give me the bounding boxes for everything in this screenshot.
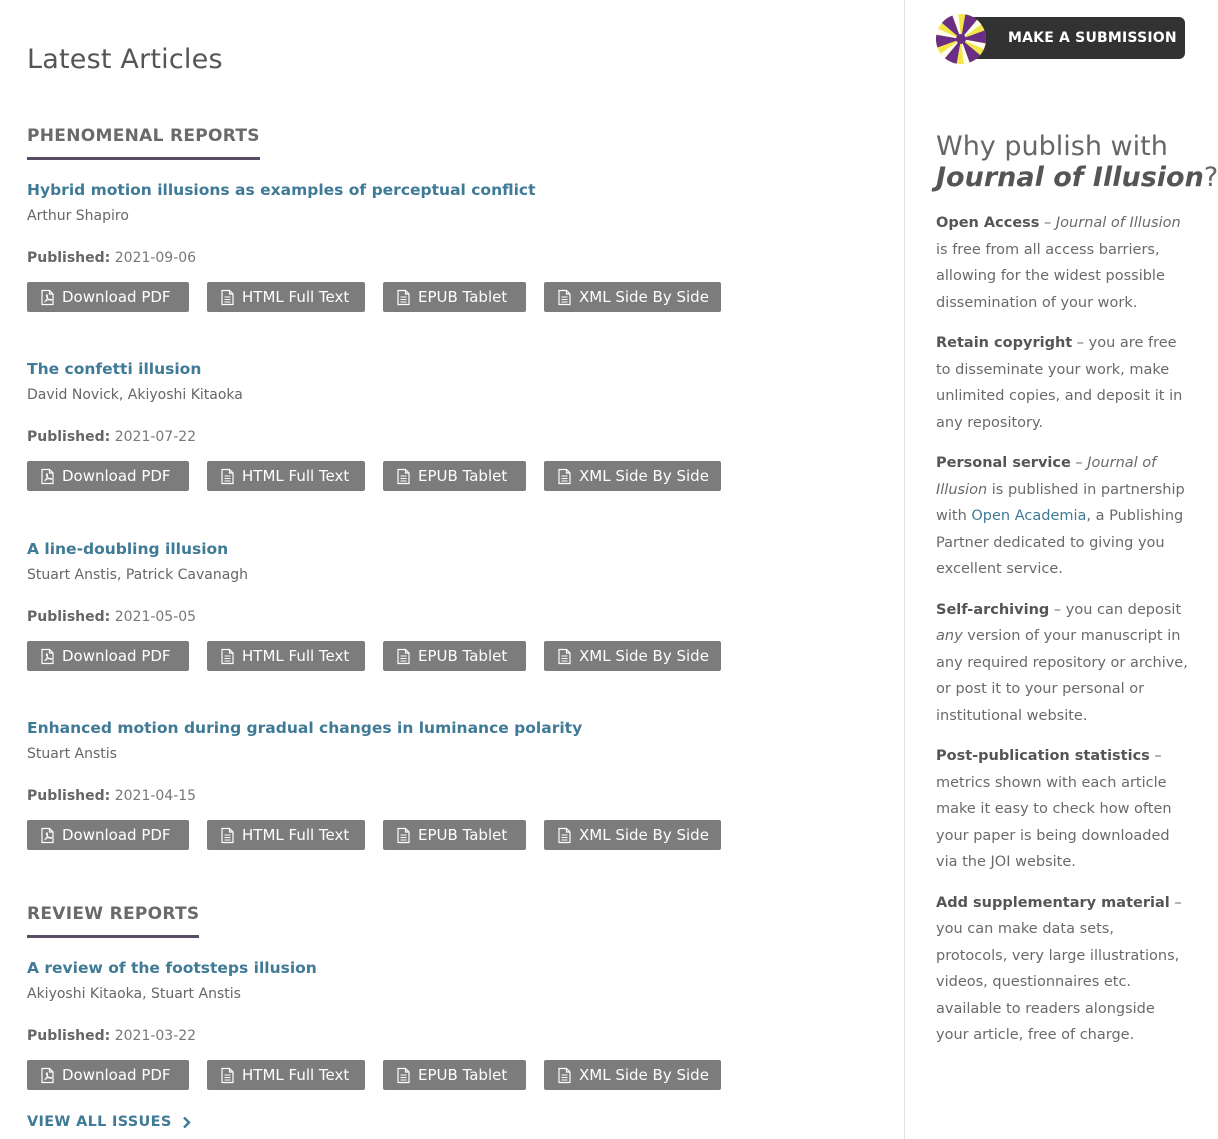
- html-full-text-label: HTML Full Text: [242, 826, 350, 844]
- benefit-text: – you can deposit: [1049, 601, 1182, 618]
- epub-tablet-button[interactable]: [383, 282, 526, 312]
- xml-side-by-side-label: XML Side By Side: [579, 647, 709, 665]
- galley-links: [27, 1060, 787, 1090]
- document-icon: [558, 290, 571, 305]
- article-published-date: [27, 609, 196, 625]
- article-published-date: [27, 250, 196, 266]
- download-pdf-label: Download PDF: [62, 288, 171, 306]
- html-full-text-button[interactable]: [207, 461, 365, 491]
- benefit-text: version of your manuscript in any required repository or archive, or post it to your personal or institutional website.: [936, 628, 1188, 724]
- section-heading-phenomenal-reports: PHENOMENAL REPORTS: [27, 126, 260, 160]
- benefit-supplementary-material: [936, 890, 1188, 1049]
- galley-links: [27, 641, 787, 671]
- download-pdf-label: Download PDF: [62, 1066, 171, 1084]
- pdf-file-icon: [41, 649, 54, 664]
- download-pdf-button[interactable]: [27, 1060, 189, 1090]
- xml-side-by-side-button[interactable]: [544, 282, 721, 312]
- document-icon: [397, 1068, 410, 1083]
- article-title-link[interactable]: The confetti illusion: [27, 360, 202, 378]
- open-academia-link[interactable]: Open Academia: [971, 508, 1087, 524]
- xml-side-by-side-label: XML Side By Side: [579, 826, 709, 844]
- benefits-list: [936, 210, 1188, 1063]
- epub-tablet-button[interactable]: [383, 461, 526, 491]
- why-publish-heading: [936, 131, 1218, 193]
- sidebar-divider: [904, 0, 905, 1139]
- benefit-text: is published in partnership with: [936, 481, 1185, 524]
- article-title-link[interactable]: Hybrid motion illusions as examples of perceptual conflict: [27, 181, 536, 199]
- document-icon: [397, 469, 410, 484]
- html-full-text-button[interactable]: [207, 641, 365, 671]
- html-full-text-label: HTML Full Text: [242, 647, 350, 665]
- article-published-date: [27, 429, 196, 445]
- benefit-text: – you are free to disseminate your work, make unlimited copies, and deposit it in any repository.: [936, 335, 1183, 431]
- pdf-file-icon: [41, 469, 54, 484]
- download-pdf-button[interactable]: [27, 461, 189, 491]
- published-date: 2021-09-06: [114, 250, 197, 266]
- benefit-title: Post-publication statistics: [936, 748, 1150, 764]
- pdf-file-icon: [41, 1068, 54, 1083]
- benefit-title: Open Access: [936, 215, 1040, 231]
- epub-tablet-label: EPUB Tablet: [418, 826, 508, 844]
- benefit-separator: –: [1070, 455, 1088, 471]
- html-full-text-label: HTML Full Text: [242, 1066, 350, 1084]
- benefit-post-publication-statistics: [936, 743, 1188, 876]
- epub-tablet-button[interactable]: [383, 1060, 526, 1090]
- download-pdf-label: Download PDF: [62, 826, 171, 844]
- epub-tablet-label: EPUB Tablet: [418, 288, 508, 306]
- view-all-issues-label: VIEW ALL ISSUES: [27, 1114, 172, 1130]
- document-icon: [221, 649, 234, 664]
- published-date: 2021-04-15: [114, 788, 197, 804]
- galley-links: [27, 282, 787, 312]
- document-icon: [397, 290, 410, 305]
- benefit-journal-name: Journal of Illusion: [1055, 215, 1181, 231]
- document-icon: [558, 469, 571, 484]
- document-icon: [397, 828, 410, 843]
- document-icon: [221, 290, 234, 305]
- section-heading-review-reports: REVIEW REPORTS: [27, 904, 199, 938]
- why-title-journal: Journal of Illusion: [936, 162, 1204, 193]
- document-icon: [558, 1068, 571, 1083]
- pdf-file-icon: [41, 290, 54, 305]
- document-icon: [397, 649, 410, 664]
- benefit-text: is free from all access barriers, allowing for the widest possible dissemination of your work.: [936, 241, 1165, 311]
- published-date: 2021-07-22: [114, 429, 197, 445]
- article-published-date: [27, 788, 196, 804]
- page-title: Latest Articles: [27, 44, 223, 75]
- benefit-title: Retain copyright: [936, 335, 1073, 351]
- benefit-title: Self-archiving: [936, 601, 1050, 618]
- document-icon: [558, 649, 571, 664]
- galley-links: [27, 461, 787, 491]
- xml-side-by-side-label: XML Side By Side: [579, 1066, 709, 1084]
- html-full-text-label: HTML Full Text: [242, 288, 350, 306]
- article-authors: Arthur Shapiro: [27, 208, 129, 224]
- article-authors: Akiyoshi Kitaoka, Stuart Anstis: [27, 986, 241, 1002]
- xml-side-by-side-button[interactable]: [544, 461, 721, 491]
- make-submission-button[interactable]: [936, 14, 1186, 60]
- benefit-separator: –: [1039, 215, 1056, 231]
- download-pdf-button[interactable]: [27, 641, 189, 671]
- article-item: [27, 181, 787, 306]
- benefit-retain-copyright: [936, 330, 1188, 436]
- benefit-text: – you can make data sets, protocols, very large illustrations, videos, questionnaires etc. available to readers alongside your article, free of charge.: [936, 894, 1182, 1043]
- published-date: 2021-03-22: [114, 1028, 197, 1044]
- article-item: [27, 360, 787, 485]
- article-title-link[interactable]: A review of the footsteps illusion: [27, 959, 317, 977]
- published-label: Published:: [27, 609, 111, 625]
- pdf-file-icon: [41, 828, 54, 843]
- why-title-prefix: Why publish with: [936, 131, 1168, 162]
- download-pdf-button[interactable]: [27, 282, 189, 312]
- xml-side-by-side-button[interactable]: [544, 1060, 721, 1090]
- published-date: 2021-05-05: [114, 609, 197, 625]
- published-label: Published:: [27, 429, 111, 445]
- benefit-journal-name: Journal of Illusion: [936, 455, 1157, 498]
- epub-tablet-button[interactable]: [383, 641, 526, 671]
- epub-tablet-label: EPUB Tablet: [418, 1066, 508, 1084]
- xml-side-by-side-label: XML Side By Side: [579, 467, 709, 485]
- html-full-text-button[interactable]: [207, 820, 365, 850]
- view-all-issues-link[interactable]: [27, 1114, 191, 1130]
- spiral-illusion-logo: [936, 14, 986, 64]
- xml-side-by-side-label: XML Side By Side: [579, 288, 709, 306]
- document-icon: [558, 828, 571, 843]
- article-published-date: [27, 1028, 196, 1044]
- benefit-self-archiving: [936, 597, 1188, 730]
- benefit-text: , a Publishing Partner dedicated to giving you excellent service.: [936, 508, 1184, 577]
- chevron-right-icon: [182, 1116, 191, 1129]
- download-pdf-label: Download PDF: [62, 467, 171, 485]
- article-title-link[interactable]: Enhanced motion during gradual changes in luminance polarity: [27, 719, 583, 737]
- article-item: [27, 540, 787, 665]
- epub-tablet-button[interactable]: [383, 820, 526, 850]
- published-label: Published:: [27, 1028, 111, 1044]
- article-item: [27, 959, 787, 1084]
- document-icon: [221, 1068, 234, 1083]
- benefit-title: Add supplementary material: [936, 894, 1170, 911]
- html-full-text-button[interactable]: [207, 1060, 365, 1090]
- document-icon: [221, 469, 234, 484]
- published-label: Published:: [27, 250, 111, 266]
- epub-tablet-label: EPUB Tablet: [418, 467, 508, 485]
- benefit-personal-service: [936, 450, 1188, 583]
- benefit-open-access: [936, 210, 1188, 316]
- download-pdf-label: Download PDF: [62, 647, 171, 665]
- article-authors: Stuart Anstis, Patrick Cavanagh: [27, 567, 249, 583]
- published-label: Published:: [27, 788, 111, 804]
- download-pdf-button[interactable]: [27, 820, 189, 850]
- html-full-text-label: HTML Full Text: [242, 467, 350, 485]
- article-authors: David Novick, Akiyoshi Kitaoka: [27, 387, 243, 403]
- galley-links: [27, 820, 787, 850]
- document-icon: [221, 828, 234, 843]
- xml-side-by-side-button[interactable]: [544, 820, 721, 850]
- benefit-text: – metrics shown with each article make it easy to check how often your paper is being downloaded via the JOI website.: [936, 748, 1172, 870]
- html-full-text-button[interactable]: [207, 282, 365, 312]
- article-item: [27, 719, 787, 844]
- benefit-emphasis: any: [936, 628, 963, 644]
- article-authors: Stuart Anstis: [27, 746, 117, 762]
- why-title-suffix: ?: [1203, 162, 1218, 193]
- epub-tablet-label: EPUB Tablet: [418, 647, 508, 665]
- xml-side-by-side-button[interactable]: [544, 641, 721, 671]
- make-submission-label: MAKE A SUBMISSION: [966, 17, 1185, 59]
- article-title-link[interactable]: A line-doubling illusion: [27, 540, 229, 558]
- benefit-title: Personal service: [936, 455, 1071, 471]
